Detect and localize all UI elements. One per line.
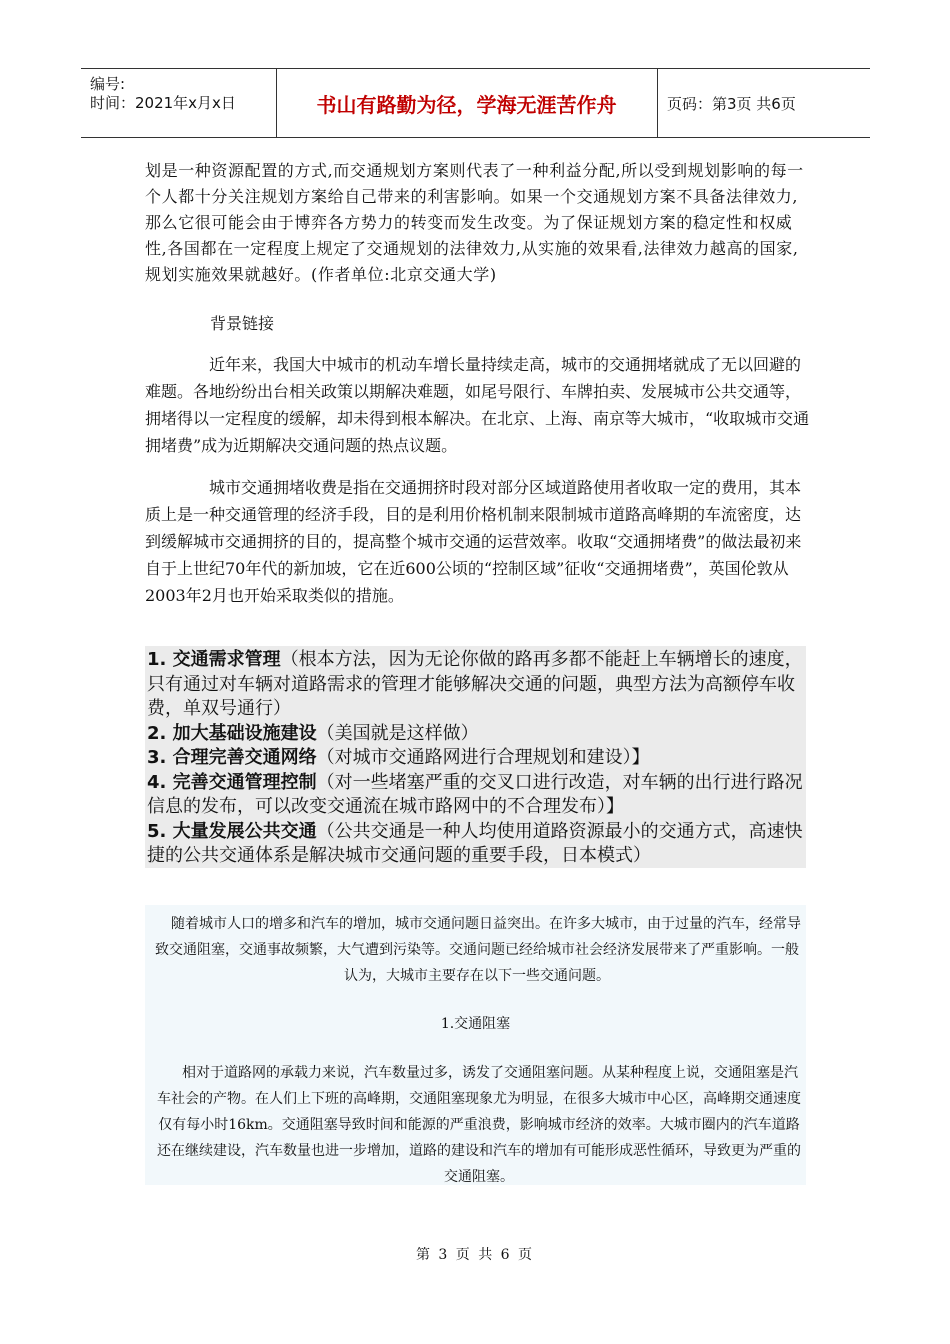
- box-section-title: 1.交通阻塞: [440, 1016, 511, 1032]
- measure-desc: （根本方法，因为无论你做的路再多都不能赶上车辆增长的速度，只有通过对车辆对道路需求的管理才能够解决交通的问题，典型方法为高额停车收费，单双号通行）: [147, 649, 803, 719]
- traffic-problems-box: [145, 905, 806, 1185]
- measure-item: [147, 723, 479, 744]
- measure-desc: （公共交通是一种人均使用道路资源最小的交通方式，高速快捷的公共交通体系是解决城市交通问题的重要手段，日本模式）: [147, 820, 803, 866]
- measure-item: [147, 649, 803, 719]
- measure-title: 2. 加大基础设施建设: [147, 722, 317, 744]
- paragraph-planning-law: 划是一种资源配置的方式,而交通规划方案则代表了一种利益分配,所以受到规划影响的每一个人都十分关注规划方案给自己带来的利害影响。如果一个交通规划方案不具备法律效力,那么它很可能会由于博弈各方势力的转变而发生改变。为了保证规划方案的稳定性和权威性,各国都在一定程度上规定了交通规划的法律效力,从实施的效果看,法律效力越高的国家,规划实施效果就越好。(作者单位:北京交通大学): [145, 161, 804, 284]
- paragraph-congestion-fee: 城市交通拥堵收费是指在交通拥挤时段对部分区域道路使用者收取一定的费用，其本质上是一种交通管理的经济手段，目的是利用价格机制来限制城市道路高峰期的车流密度，达到缓解城市交通拥挤的目的，提高整个城市交通的运营效率。收取“交通拥堵费”的做法最初来自于上世纪70年代的新加坡，它在近600公顷的“控制区域”征收“交通拥堵费”，英国伦敦从2003年2月也开始采取类似的措施。: [145, 478, 802, 605]
- header-page-info: 页码：第3页 共6页: [667, 94, 796, 113]
- measure-title: 5. 大量发展公共交通: [147, 820, 317, 842]
- box-section-text: 相对于道路网的承载力来说，汽车数量过多，诱发了交通阻塞问题。从某种程度上说，交通阻塞是汽车社会的产物。在人们上下班的高峰期，交通阻塞现象尤为明显，在很多大城市中心区，高峰期交通速度仅有每小时16km。交通阻塞导致时间和能源的严重浪费，影响城市经济的效率。大城市圈内的汽车道路还在继续建设，汽车数量也进一步增加，道路的建设和汽车的增加有可能形成恶性循环，导致更为严重的交通阻塞。: [157, 1065, 801, 1185]
- measures-list: [145, 646, 806, 868]
- page-footer: 第 3 页 共 6 页: [415, 1247, 535, 1263]
- measure-item: [147, 772, 803, 818]
- header-motto: 书山有路勤为径，学海无涯苦作舟: [276, 69, 658, 137]
- number-label: 编号:: [90, 75, 126, 93]
- measure-item: [147, 821, 803, 867]
- measure-title: 1. 交通需求管理: [147, 649, 281, 670]
- date-label: 时间：2021年x月x日: [90, 94, 236, 112]
- measure-title: 3. 合理完善交通网络: [147, 747, 317, 768]
- paragraph-congestion-intro: 近年来，我国大中城市的机动车增长量持续走高，城市的交通拥堵就成了无以回避的难题。各地纷纷出台相关政策以期解决难题，如尾号限行、车牌拍卖、发展城市公共交通等，拥堵得以一定程度的缓解，却未得到根本解决。在北京、上海、南京等大城市，“收取城市交通拥堵费”成为近期解决交通问题的热点议题。: [145, 355, 810, 455]
- header-meta-cell: [81, 69, 277, 137]
- page-header: [81, 68, 870, 138]
- measure-desc: （对城市交通路网进行合理规划和建设）】: [316, 747, 650, 768]
- measure-item: [147, 747, 650, 768]
- measure-desc: （对一些堵塞严重的交叉口进行改造，对车辆的出行进行路况信息的发布，可以改变交通流在城市路网中的不合理发布）】: [147, 771, 803, 817]
- measure-title: 4. 完善交通管理控制: [147, 771, 317, 793]
- background-link-title: 背景链接: [210, 314, 275, 333]
- measure-desc: （美国就是这样做）: [316, 722, 479, 744]
- box-intro: 随着城市人口的增多和汽车的增加，城市交通问题日益突出。在许多大城市，由于过量的汽车，经常导致交通阻塞，交通事故频繁，大气遭到污染等。交通问题已经给城市社会经济发展带来了严重影响。一般认为，大城市主要存在以下一些交通问题。: [155, 916, 801, 984]
